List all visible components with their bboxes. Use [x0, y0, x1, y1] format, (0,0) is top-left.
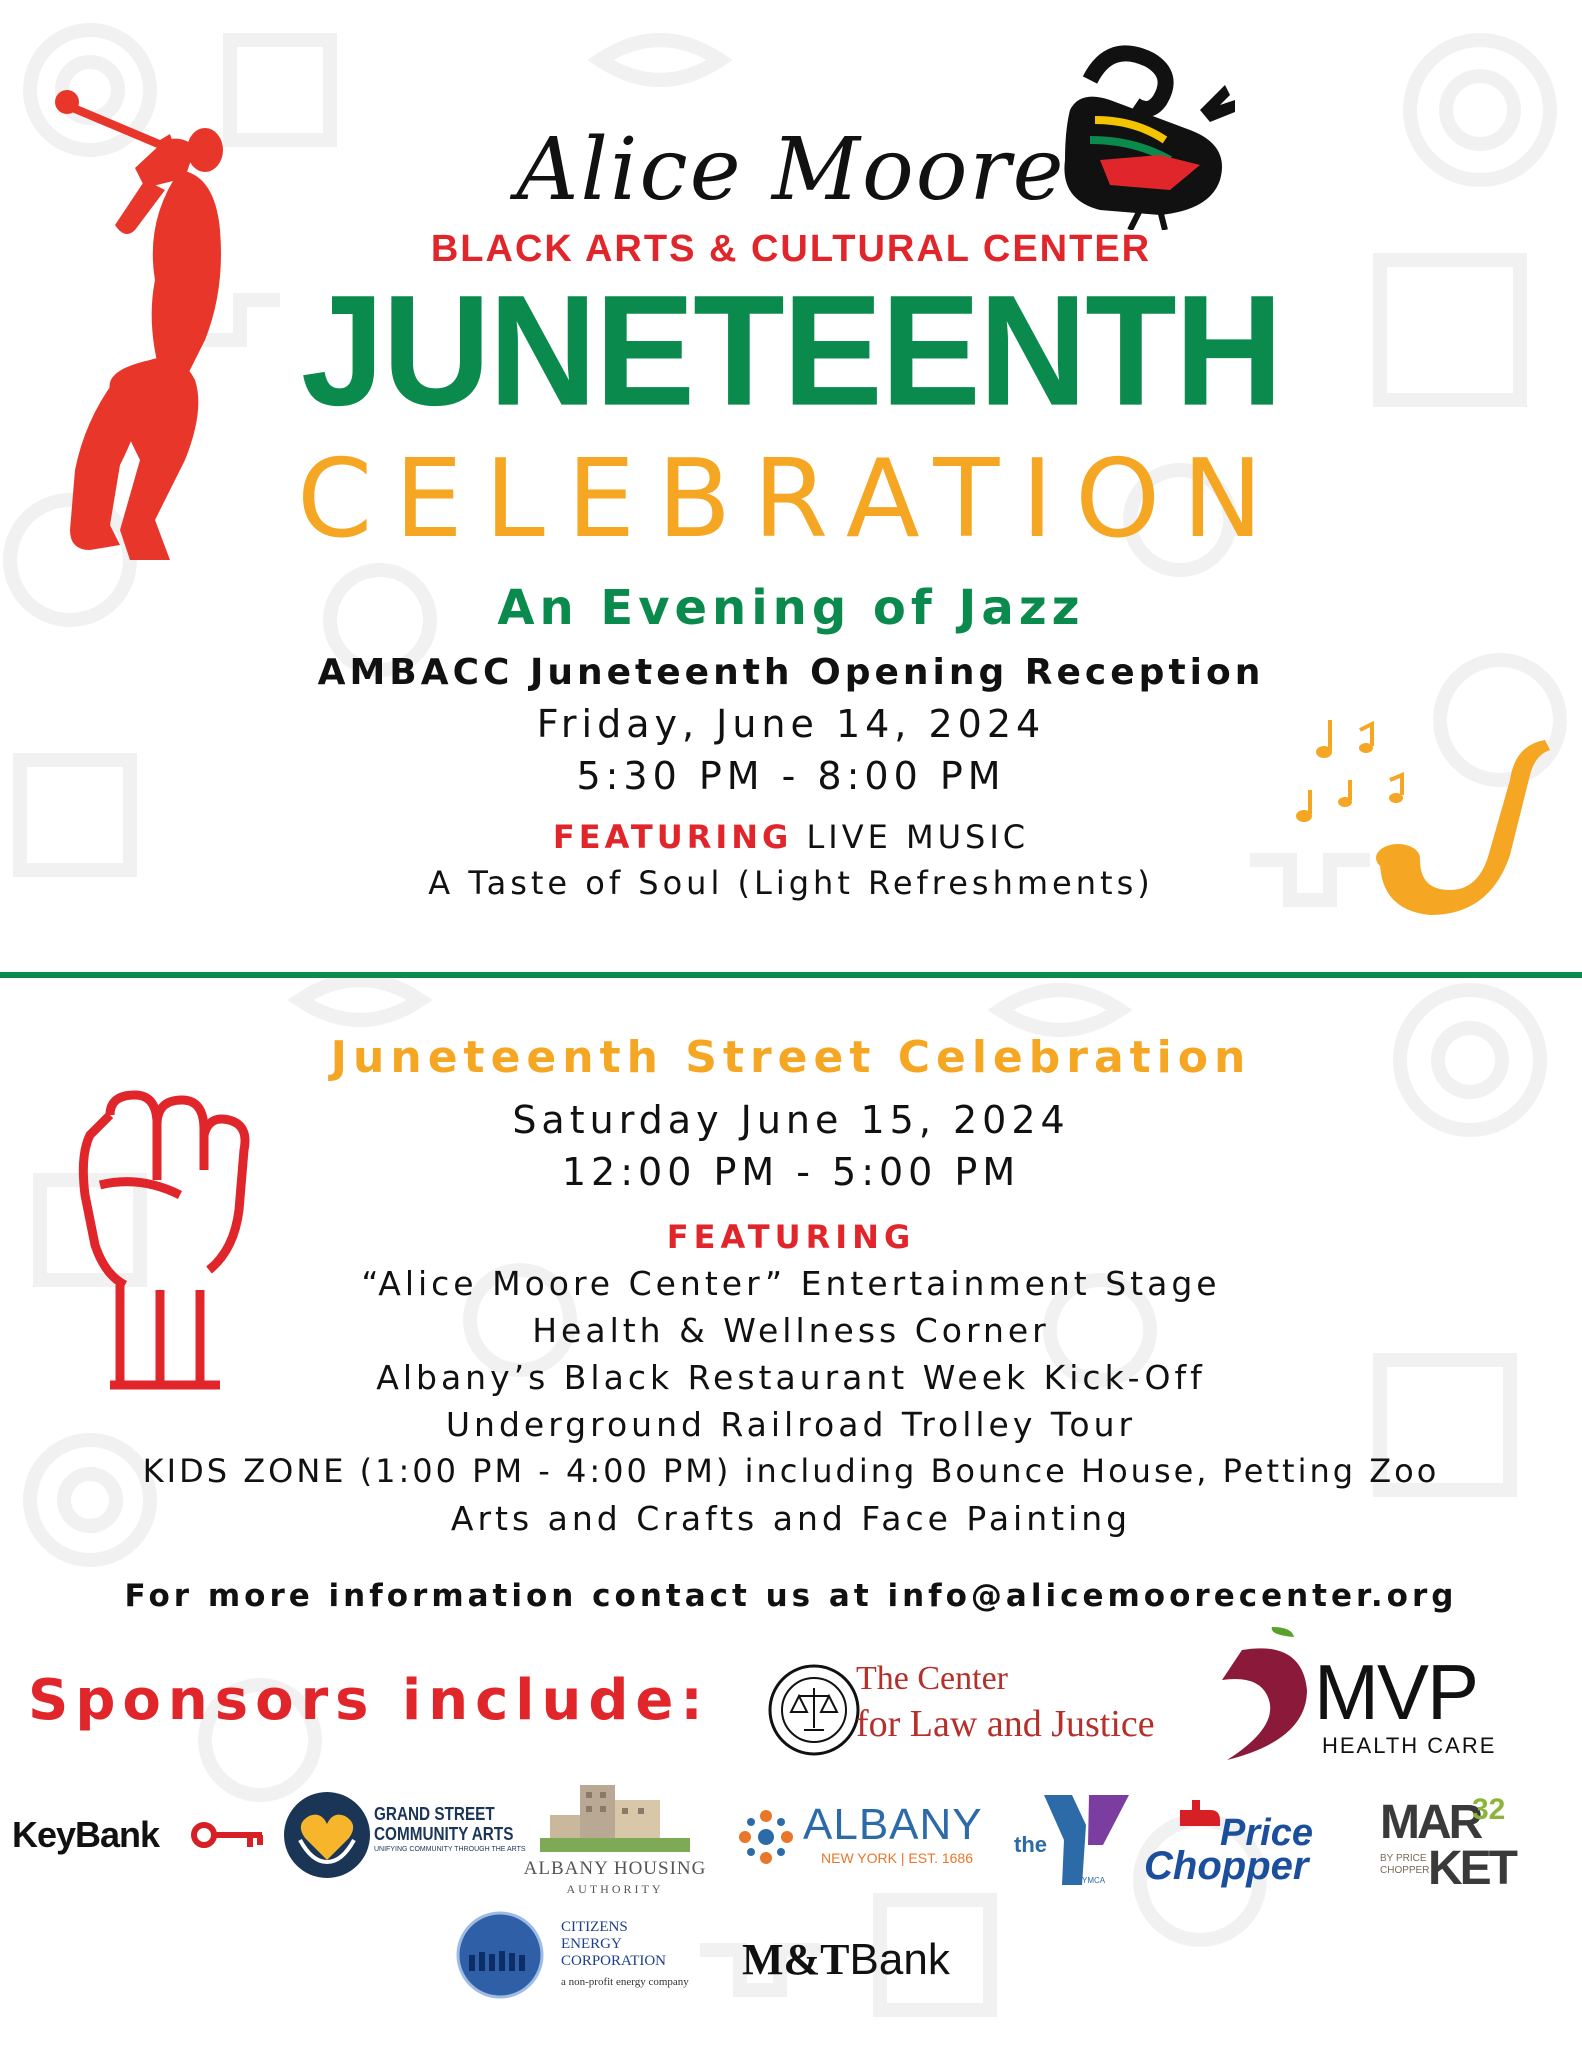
citizens-line3: CORPORATION: [561, 1953, 667, 1969]
reception-name: AMBACC Juneteenth Opening Reception: [317, 652, 1265, 693]
street-featuring-label: FEATURING: [666, 1218, 916, 1256]
albany-housing-logo: [520, 1780, 710, 1905]
street-heading: Juneteenth Street Celebration: [330, 1032, 1252, 1083]
contact-line: For more information contact us at info@alicemoorecenter.org: [124, 1578, 1458, 1614]
section-divider: [0, 972, 1582, 978]
ymca-small: YMCA: [1082, 1876, 1106, 1885]
albany-name: ALBANY: [803, 1800, 983, 1849]
center-law-justice-logo: [764, 1660, 1204, 1760]
scales-seal-icon: [764, 1660, 864, 1760]
grand-street-tag: UNIFYING COMMUNITY THROUGH THE ARTS: [374, 1846, 526, 1853]
albany-housing-line2: AUTHORITY: [566, 1882, 664, 1896]
key-icon: [188, 1818, 270, 1852]
market32-num: 32: [1472, 1793, 1506, 1826]
grand-street-logo: [282, 1790, 526, 1880]
ymca-logo: [1010, 1790, 1135, 1890]
buildings-icon: [540, 1780, 690, 1852]
mt-bank-rest: Bank: [849, 1935, 950, 1984]
price-chopper-line1: Price: [1220, 1812, 1313, 1854]
market32-top: MAR: [1380, 1796, 1481, 1849]
street-item: Underground Railroad Trolley Tour: [445, 1405, 1137, 1444]
reception-date: Friday, June 14, 2024: [536, 702, 1046, 746]
citizens-globe-icon: [455, 1910, 545, 2000]
mt-bank-logo: [742, 1934, 950, 1985]
mvp-name: MVP: [1314, 1648, 1478, 1736]
center-law-line1: The Center: [856, 1660, 1008, 1697]
albany-ny-logo: [735, 1800, 990, 1875]
citizens-tag: a non-profit energy company: [561, 1976, 689, 1988]
heart-hands-icon: [282, 1790, 372, 1880]
featuring-label: FEATURING: [552, 818, 793, 856]
citizens-line2: ENERGY: [561, 1936, 622, 1952]
mvp-health-care-logo: [1222, 1625, 1512, 1760]
keybank-logo: KeyBank: [12, 1814, 160, 1855]
center-subtitle: BLACK ARTS & CULTURAL CENTER: [430, 228, 1152, 270]
price-chopper-logo: [1142, 1800, 1342, 1895]
mvp-swoosh-icon: [1222, 1625, 1312, 1760]
grand-street-line2: COMMUNITY ARTS: [374, 1824, 514, 1844]
citizens-line1: CITIZENS: [561, 1919, 628, 1935]
street-item: Health & Wellness Corner: [532, 1311, 1050, 1350]
albany-sub: NEW YORK | EST. 1686: [821, 1850, 973, 1866]
hatchet-icon: [1176, 1800, 1222, 1834]
albany-housing-line1: ALBANY HOUSING: [523, 1858, 707, 1879]
script-title: Alice Moore: [516, 120, 1066, 220]
juneteenth-title: JUNETEENTH: [300, 261, 1282, 439]
price-chopper-line2: Chopper: [1144, 1844, 1309, 1888]
celebration-title: CELEBRATION: [297, 437, 1285, 562]
ymca-y-icon: [1044, 1790, 1134, 1885]
ymca-the: the: [1014, 1832, 1047, 1857]
street-item: Arts and Crafts and Face Painting: [450, 1499, 1132, 1538]
center-law-line2: for Law and Justice: [856, 1703, 1155, 1745]
street-time: 12:00 PM - 5:00 PM: [561, 1150, 1021, 1194]
market32-bottom: KET: [1428, 1842, 1515, 1895]
mvp-sub: HEALTH CARE: [1322, 1733, 1497, 1758]
market32-by: BY PRICE CHOPPER: [1380, 1853, 1430, 1876]
mt-bank-bold: M&T: [742, 1935, 850, 1984]
street-item: Albany’s Black Restaurant Week Kick-Off: [376, 1358, 1206, 1397]
street-item: KIDS ZONE (1:00 PM - 4:00 PM) including Bounce House, Petting Zoo: [142, 1452, 1440, 1490]
street-date: Saturday June 15, 2024: [512, 1098, 1070, 1142]
evening-heading: An Evening of Jazz: [497, 580, 1085, 636]
market32-logo: [1380, 1795, 1520, 1900]
saxophone-icon: [1290, 710, 1550, 920]
grand-street-line1: GRAND STREET: [374, 1804, 495, 1824]
street-item: “Alice Moore Center” Entertainment Stage: [361, 1264, 1221, 1303]
reception-extra: A Taste of Soul (Light Refreshments): [428, 864, 1154, 902]
sponsors-label: Sponsors include:: [28, 1668, 710, 1733]
citizens-energy-logo: [455, 1910, 725, 2000]
featuring-live-music: LIVE MUSIC: [792, 818, 1030, 856]
reception-time: 5:30 PM - 8:00 PM: [576, 754, 1006, 798]
albany-emblem-icon: [735, 1806, 797, 1868]
